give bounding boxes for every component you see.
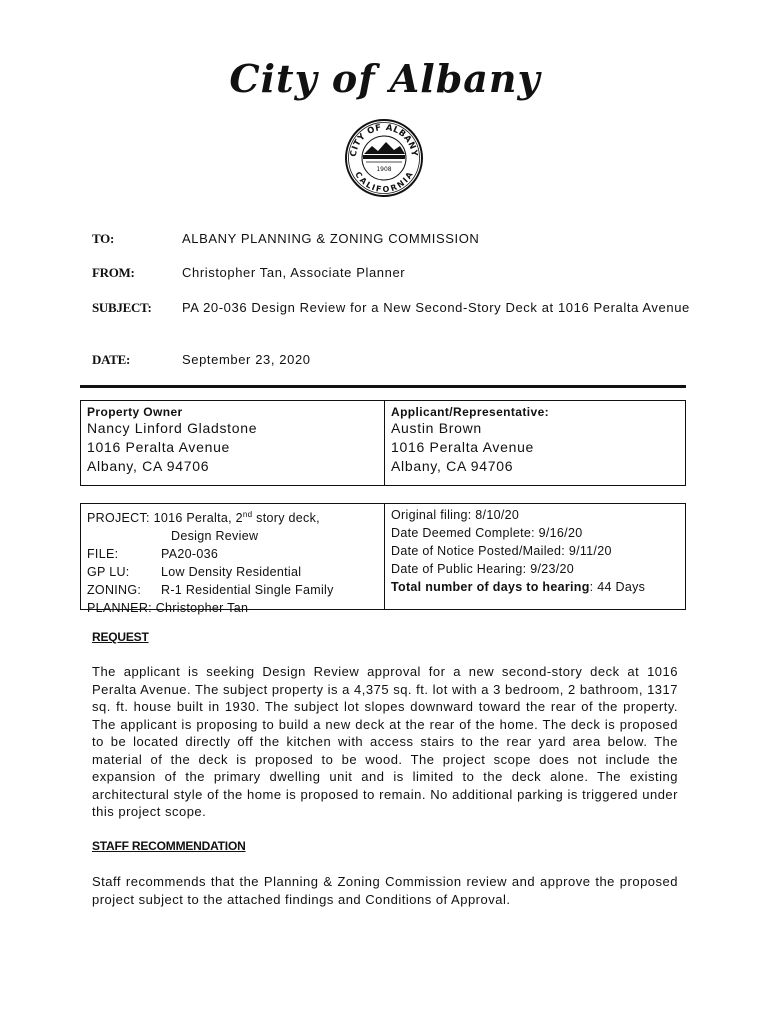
file-label: FILE: [87, 547, 119, 562]
project-line [87, 506, 378, 527]
original-filing: Original filing: 8/10/20 [391, 508, 520, 522]
file-line [87, 545, 378, 563]
svg-text:CALIFORNIA [353, 170, 415, 194]
applicant-address-line2: Albany, CA 94706 [391, 458, 514, 474]
from-value: Christopher Tan, Associate Planner [182, 265, 406, 280]
date-notice-posted: Date of Notice Posted/Mailed: 9/11/20 [391, 544, 612, 558]
gplu-line [87, 563, 378, 581]
applicant-heading: Applicant/Representative: [391, 405, 550, 419]
zoning-line [87, 581, 378, 599]
request-heading: REQUEST [92, 630, 149, 644]
zoning-value: R-1 Residential Single Family [161, 583, 334, 598]
project-box [80, 503, 686, 616]
recommendation-body: Staff recommends that the Planning & Zoning Commission review and approve the proposed project subject to the attached findings and Conditions of Approval. [92, 874, 678, 907]
seal-top-text: CITY OF ALBANY [348, 122, 420, 158]
header-divider [80, 385, 686, 388]
to-value: ALBANY PLANNING & ZONING COMMISSION [182, 231, 480, 246]
request-body: The applicant is seeking Design Review approval for a new second-story deck at 1016 Peralta Avenue. The subject property is a 4,375 sq. ft. lot with a 3 bedroom, 2 bathroom, 1317 sq. ft. house built in 1930. The subject lot slopes downward toward the rear of the property. The applicant is proposing to build a new deck at the rear of the home. The deck is proposed to be located directly off the kitchen with access stairs to the rear yard area below. The material of the deck is proposed to be wood. The project scope does not include the expansion of the primary dwelling unit and is limited to the deck alone. The existing architectural style of the home is proposed to remain. No additional parking is triggered under this project scope. [92, 664, 678, 819]
planner-line [87, 599, 378, 617]
planner-value: Christopher Tan [155, 601, 249, 616]
owner-cell [81, 401, 385, 485]
zoning-label: ZONING: [87, 583, 142, 598]
applicant-address-line1: 1016 Peralta Avenue [391, 439, 535, 455]
file-value: PA20-036 [161, 547, 219, 562]
date-public-hearing: Date of Public Hearing: 9/23/20 [391, 562, 575, 576]
applicant-name: Austin Brown [391, 420, 482, 436]
subject-label: SUBJECT: [92, 300, 152, 315]
from-label: FROM: [92, 265, 135, 280]
seal-year: 1908 [376, 166, 392, 173]
seal-bottom-text: CALIFORNIA [353, 170, 415, 195]
to-label: TO: [92, 231, 114, 246]
recommendation-heading: STAFF RECOMMENDATION [92, 839, 246, 853]
project-label: PROJECT: [87, 511, 150, 526]
planner-label: PLANNER: [87, 601, 152, 616]
gplu-value: Low Density Residential [161, 565, 302, 580]
city-title: City of Albany [229, 56, 541, 101]
owner-heading: Property Owner [87, 405, 183, 419]
project-dates-cell [385, 504, 685, 609]
project-value: 1016 Peralta, 2nd story deck, [153, 510, 320, 526]
owner-address-line1: 1016 Peralta Avenue [87, 439, 231, 455]
city-seal-icon [344, 118, 424, 198]
date-deemed-complete: Date Deemed Complete: 9/16/20 [391, 526, 583, 540]
total-days-label: Total number of days to hearing [391, 580, 590, 594]
subject-value: PA 20-036 Design Review for a New Second-Story Deck at 1016 Peralta Avenue [182, 300, 690, 315]
total-days-value: : 44 Days [589, 580, 646, 594]
parties-box [80, 400, 686, 486]
owner-address-line2: Albany, CA 94706 [87, 458, 210, 474]
total-days-line [391, 578, 679, 596]
project-details-cell [81, 504, 385, 616]
date-value: September 23, 2020 [182, 352, 311, 367]
project-value-cont: Design Review [171, 529, 259, 544]
date-label: DATE: [92, 352, 130, 367]
gplu-label: GP LU: [87, 565, 130, 580]
owner-name: Nancy Linford Gladstone [87, 420, 258, 436]
applicant-cell [385, 401, 685, 485]
